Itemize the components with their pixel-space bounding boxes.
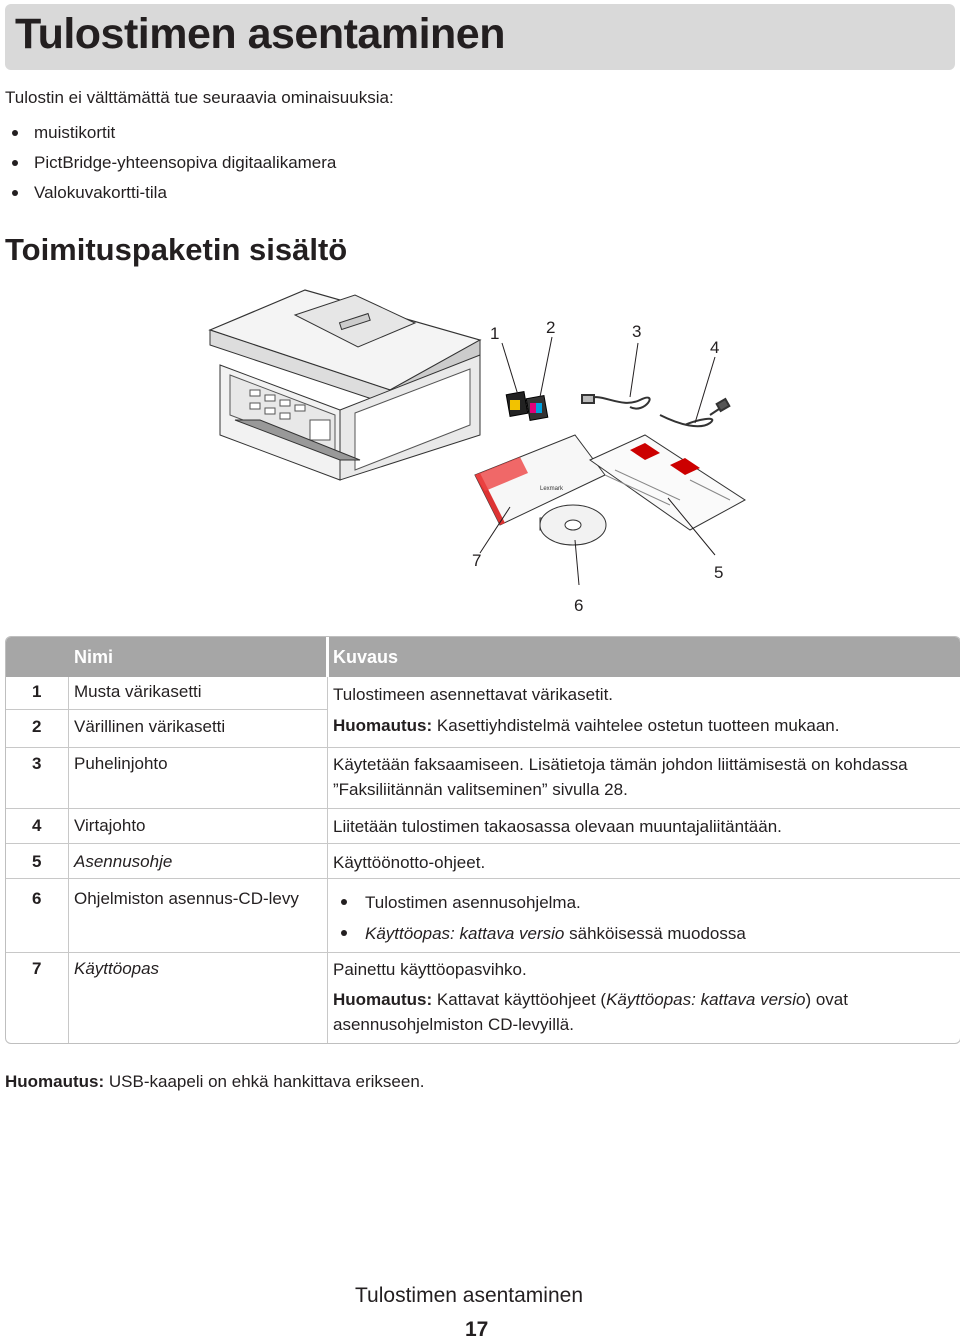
bullet-icon	[341, 899, 347, 905]
section-title: Toimituspaketin sisältö	[5, 232, 348, 267]
row-number: 2	[32, 717, 42, 736]
page-title: Tulostimen asentaminen	[15, 10, 505, 58]
cd-illustration	[540, 505, 606, 545]
callout-7: 7	[472, 551, 482, 570]
row-name: Ohjelmiston asennus-CD-levy	[74, 889, 299, 908]
svg-text:Lexmark: Lexmark	[540, 486, 564, 492]
page-title-bar	[5, 4, 955, 70]
row-note: Huomautus: Kasettiyhdistelmä vaihtelee ostetun tuotteen mukaan.	[333, 716, 840, 735]
bullet-icon	[341, 930, 347, 936]
row-number: 7	[32, 959, 42, 978]
row-description: Tulostimeen asennettavat värikasetit.	[333, 685, 614, 704]
package-contents-illustration	[190, 285, 770, 625]
row-description: Käyttöönotto-ohjeet.	[333, 853, 486, 872]
row-description: Painettu käyttöopasvihko.	[333, 960, 527, 979]
callout-4: 4	[710, 338, 720, 357]
callout-3: 3	[632, 322, 642, 341]
intro-text: Tulostin ei välttämättä tue seuraavia ominaisuuksia:	[5, 88, 394, 107]
row-number: 6	[32, 889, 42, 908]
table-header-name: Nimi	[74, 647, 114, 667]
table-header-description: Kuvaus	[333, 647, 399, 667]
feature-list	[12, 118, 336, 208]
cords-illustration	[582, 395, 729, 426]
row-name: Värillinen värikasetti	[74, 717, 226, 736]
row-number: 3	[32, 754, 42, 773]
list-item: PictBridge-yhteensopiva digitaalikamera	[12, 148, 336, 178]
table-header-name-cell	[6, 637, 326, 677]
list-item: muistikortit	[12, 118, 336, 148]
bullet-icon	[12, 130, 18, 136]
callout-5: 5	[714, 563, 724, 582]
row-name: Puhelinjohto	[74, 754, 168, 773]
row-name: Musta värikasetti	[74, 682, 202, 701]
callout-6: 6	[574, 596, 584, 615]
footer-title: Tulostimen asentaminen	[355, 1284, 584, 1307]
bullet-icon	[12, 190, 18, 196]
row-number: 4	[32, 816, 42, 835]
row-name: Asennusohje	[74, 852, 173, 871]
row-note: Huomautus: Kattavat käyttöohjeet (Käyttöopas: kattava versio) ovat asennusohjelmiston CD-levyillä.	[333, 990, 848, 1034]
row-name: Käyttöopas	[74, 959, 160, 978]
page-number: 17	[465, 1318, 489, 1341]
callout-1: 1	[490, 324, 500, 343]
row-description: Käytetään faksaamiseen. Lisätietoja tämän johdon liittämisestä on kohdassa ”Faksiliitännän valitseminen” sivulla 28.	[333, 755, 908, 799]
row-number: 5	[32, 852, 42, 871]
contents-table	[5, 636, 960, 1044]
setup-sheet-illustration	[590, 435, 745, 530]
callout-2: 2	[546, 318, 556, 337]
table-header-description-cell	[329, 637, 960, 677]
bullet-icon	[12, 160, 18, 166]
row-description: Tulostimen asennusohjelma. Käyttöopas: kattava versio sähköisessä muodossa	[333, 887, 746, 949]
row-description: Liitetään tulostimen takaosassa olevaan muuntajaliitäntään.	[333, 817, 782, 836]
list-item: Valokuvakortti-tila	[12, 178, 336, 208]
footnote: Huomautus: USB-kaapeli on ehkä hankittava erikseen.	[5, 1072, 425, 1091]
row-number: 1	[32, 682, 42, 701]
printer-illustration	[210, 290, 480, 480]
cartridges-illustration	[506, 392, 548, 421]
row-name: Virtajohto	[74, 816, 146, 835]
